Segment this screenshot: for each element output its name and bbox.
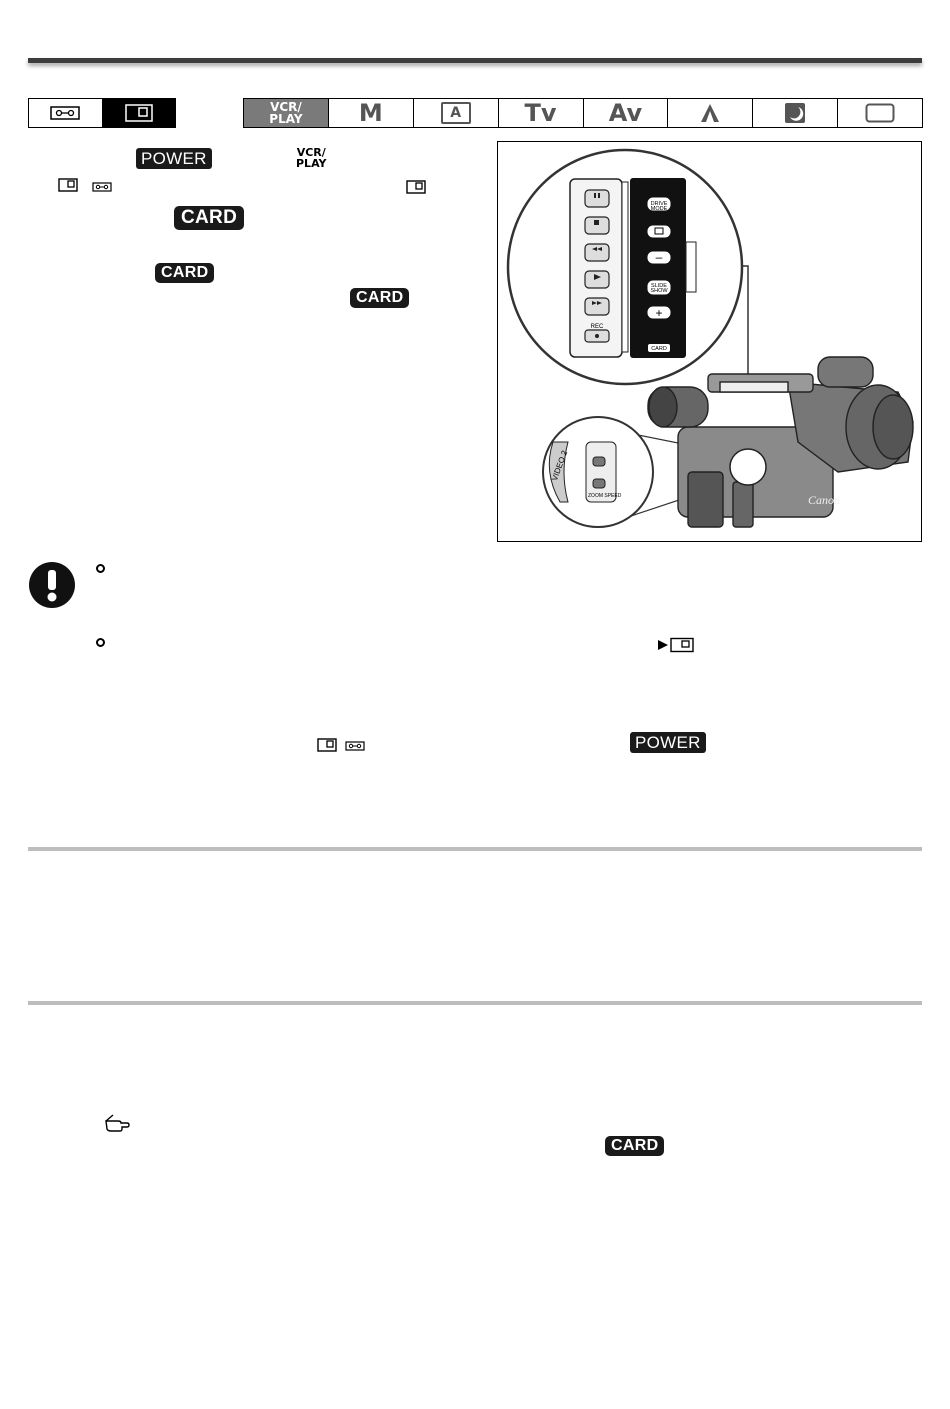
mode-auto: A: [413, 99, 498, 127]
mode-scene: [667, 99, 752, 127]
reference-hand-icon: [104, 1113, 130, 1133]
svg-text:+: +: [655, 306, 663, 320]
vcr-play-label: VCR/ PLAY: [296, 146, 327, 170]
blank-icon: [865, 103, 895, 123]
svg-text:SLIDE: SLIDE: [651, 283, 667, 289]
svg-text:Canon: Canon: [808, 493, 841, 507]
power-badge: POWER: [136, 148, 212, 169]
play-card-icon: [657, 637, 697, 653]
card-badge: CARD: [350, 288, 409, 308]
card-badge: CARD: [155, 263, 214, 283]
rec-label: REC: [590, 324, 604, 330]
mode-night: [752, 99, 837, 127]
media-selector: [28, 98, 176, 128]
bullet-circle: [96, 564, 105, 573]
tape-icon: [92, 182, 112, 192]
svg-text:MODE: MODE: [650, 206, 668, 212]
caution-icon: [28, 561, 76, 609]
tape-icon: [50, 106, 80, 120]
tape-icon: [345, 741, 365, 751]
power-badge: POWER: [630, 732, 706, 753]
tape-media-cell: [29, 99, 102, 127]
mode-bar: [243, 98, 923, 128]
camcorder-illustration: [498, 142, 923, 543]
card-icon: [317, 738, 337, 752]
scene-icon: [700, 103, 720, 123]
card-badge: CARD: [605, 1136, 664, 1156]
svg-text:VIDEO 2: VIDEO 2: [550, 449, 570, 483]
section-rule: [28, 1001, 922, 1005]
mode-tv: Tv: [498, 99, 583, 127]
card-icon: [58, 178, 78, 192]
svg-text:ZOOM SPEED: ZOOM SPEED: [588, 493, 622, 499]
mode-m: M: [328, 99, 413, 127]
svg-text:DRIVE: DRIVE: [650, 201, 668, 207]
mode-vcr-play: VCR/ PLAY: [244, 99, 328, 127]
mode-av: Av: [583, 99, 668, 127]
svg-text:–: –: [655, 250, 663, 264]
bullet-circle: [96, 638, 105, 647]
top-rule: [28, 58, 922, 63]
section-rule: [28, 847, 922, 851]
night-icon: [785, 103, 805, 123]
mode-blank: [837, 99, 922, 127]
card-media-cell: [102, 99, 176, 127]
card-icon: [406, 180, 426, 194]
card-icon: [125, 104, 153, 122]
svg-text:CARD: CARD: [651, 346, 667, 352]
card-badge: CARD: [174, 206, 244, 230]
svg-text:SHOW: SHOW: [650, 288, 668, 294]
camcorder-figure: [497, 141, 922, 542]
